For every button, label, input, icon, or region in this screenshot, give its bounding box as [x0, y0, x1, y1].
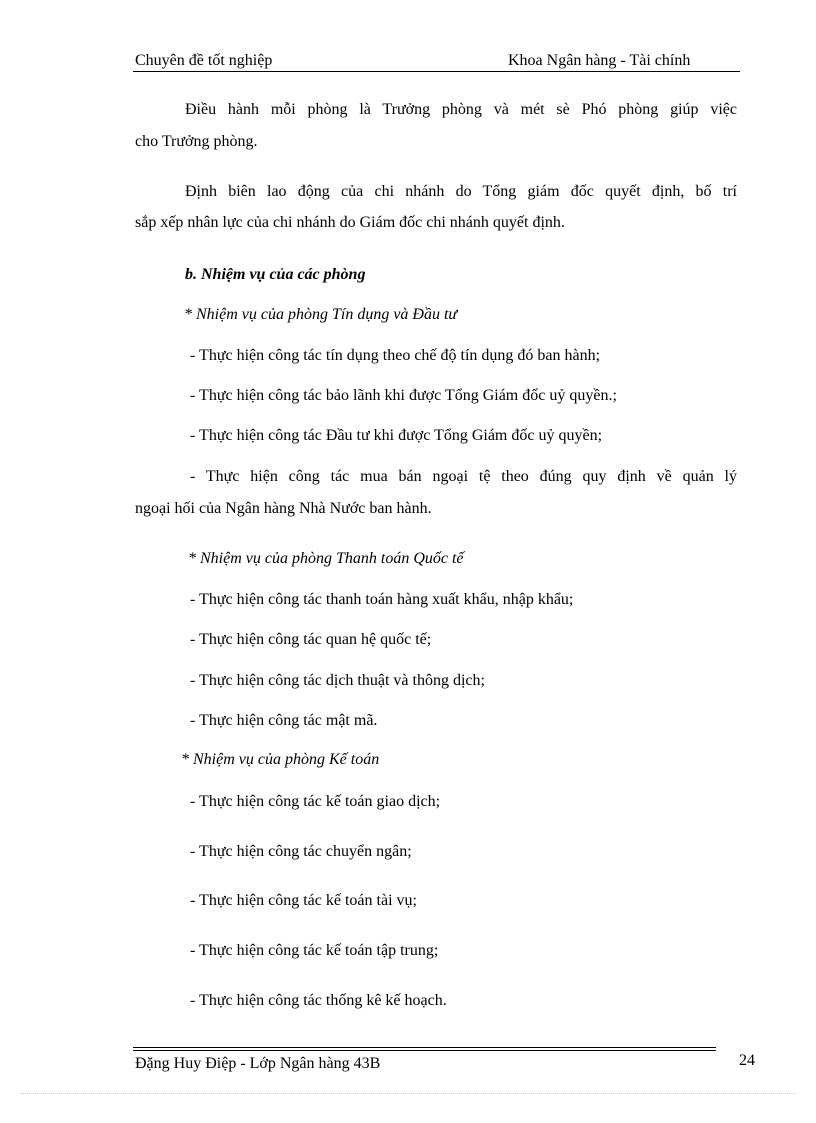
intl-item-1: - Thực hiện công tác thanh toán hàng xuất khẩu, nhập khẩu; [190, 591, 574, 608]
header-right: Khoa Ngân hàng - Tài chính [508, 52, 691, 69]
page-edge-dots [20, 1093, 796, 1094]
credit-item-4-line-2: ngoại hối của Ngân hàng Nhà Nước ban hành. [135, 500, 432, 517]
credit-item-3: - Thực hiện công tác Đầu tư khi được Tổng Giám đốc uỷ quyền; [190, 427, 603, 444]
paragraph-2-line-2: sắp xếp nhân lực của chi nhánh do Giám đốc chi nhánh quyết định. [135, 214, 565, 231]
acct-item-4: - Thực hiện công tác kế toán tập trung; [190, 942, 439, 959]
header-left: Chuyên đề tốt nghiệp [135, 52, 273, 69]
footer-rule-top [133, 1047, 716, 1048]
intl-dept-title: * Nhiệm vụ của phòng Thanh toán Quốc tế [188, 550, 464, 567]
intl-item-4: - Thực hiện công tác mật mã. [190, 712, 378, 729]
acct-item-5: - Thực hiện công tác thống kê kế hoạch. [190, 992, 447, 1009]
section-heading: b. Nhiệm vụ của các phòng [185, 266, 366, 283]
acct-item-1: - Thực hiện công tác kế toán giao dịch; [190, 793, 441, 810]
intl-item-3: - Thực hiện công tác dịch thuật và thông dịch; [190, 672, 485, 689]
paragraph-1-line-1: Điều hành mỗi phòng là Trưởng phòng và mét sè Phó phòng giúp việc [185, 101, 737, 118]
paragraph-2-line-1: Định biên lao động của chi nhánh do Tổng giám đốc quyết định, bố trí [185, 183, 737, 200]
credit-item-1: - Thực hiện công tác tín dụng theo chế độ tín dụng đó ban hành; [190, 347, 601, 364]
paragraph-1-line-2: cho Trưởng phòng. [135, 133, 258, 150]
credit-item-4-line-1: - Thực hiện công tác mua bán ngoại tệ theo đúng quy định về quản lý [190, 468, 737, 485]
credit-dept-title: * Nhiệm vụ của phòng Tín dụng và Đầu tư [184, 306, 458, 323]
acct-dept-title: * Nhiệm vụ của phòng Kế toán [181, 751, 380, 768]
footer-author: Đặng Huy Điệp - Lớp Ngân hàng 43B [135, 1055, 381, 1072]
intl-item-2: - Thực hiện công tác quan hệ quốc tế; [190, 631, 432, 648]
acct-item-2: - Thực hiện công tác chuyển ngân; [190, 843, 412, 860]
credit-item-2: - Thực hiện công tác bảo lãnh khi được Tổng Giám đốc uỷ quyền.; [190, 387, 617, 404]
header-rule [133, 71, 740, 72]
footer-rule-bottom [133, 1050, 716, 1051]
acct-item-3: - Thực hiện công tác kế toán tài vụ; [190, 892, 417, 909]
page-number: 24 [739, 1052, 755, 1069]
